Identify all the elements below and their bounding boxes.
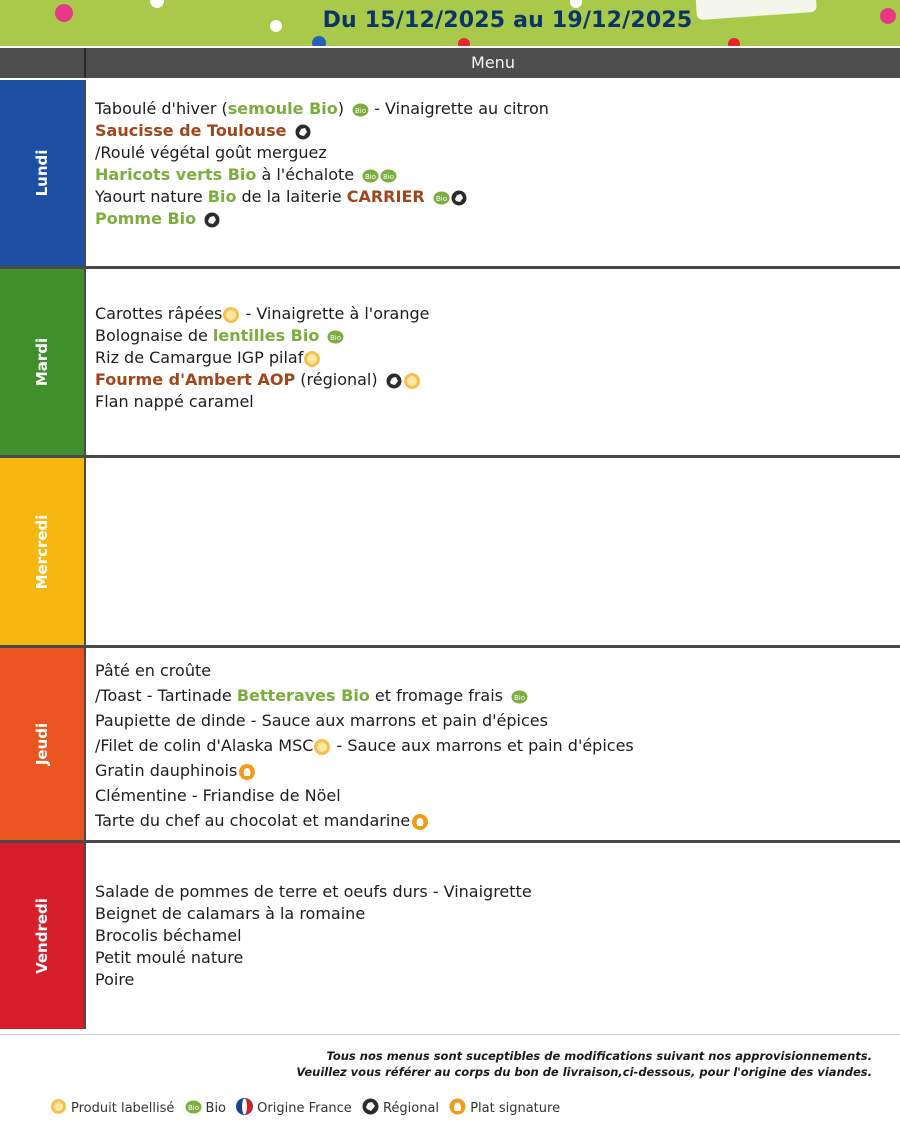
regional-icon — [362, 1098, 379, 1119]
day-name: Mercredi — [33, 514, 51, 589]
label-icon — [313, 738, 331, 756]
bio-icon — [352, 103, 369, 117]
bio-icon — [511, 690, 528, 704]
dish-text-bio: Betteraves Bio — [236, 686, 370, 705]
dish-text: Beignet de calamars à la romaine — [95, 904, 366, 923]
dish-line — [95, 683, 890, 708]
signature-icon — [411, 813, 429, 831]
decor-dot — [570, 0, 582, 8]
dish-text: Pâté en croûte — [95, 661, 212, 680]
dish-line — [95, 783, 890, 808]
dish-line — [95, 758, 890, 783]
dish-text: /Roulé végétal goût merguez — [95, 143, 327, 162]
dish-text: Flan nappé caramel — [95, 392, 254, 411]
dish-line — [95, 303, 890, 325]
france-icon — [236, 1098, 253, 1119]
legend-regional: Régional — [382, 1101, 440, 1116]
day-name: Mardi — [33, 337, 51, 387]
dish-text: - Sauce aux marrons et pain d'épices — [331, 736, 634, 755]
dish-text-bio: semoule Bio — [227, 99, 338, 118]
legend — [50, 1098, 560, 1119]
dish-text: de la laiterie — [236, 187, 347, 206]
dish-line — [95, 208, 890, 230]
dish-line — [95, 969, 890, 991]
regional-icon — [295, 124, 311, 140]
dish-line — [95, 881, 890, 903]
day-name: Jeudi — [33, 722, 51, 766]
decor-dot — [312, 36, 326, 46]
day-row-jeudi — [0, 648, 900, 843]
dish-text: /Toast - Tartinade — [95, 686, 237, 705]
label-icon — [303, 350, 321, 368]
day-name: Lundi — [33, 149, 51, 197]
dish-text-regional: Saucisse de Toulouse — [95, 121, 287, 140]
dish-text: - Vinaigrette à l'orange — [240, 304, 430, 323]
decor-dot — [150, 0, 164, 8]
dish-text: Salade de pommes de terre et oeufs durs - Vinaigrette — [95, 882, 532, 901]
dish-line — [95, 708, 890, 733]
decor-dot — [458, 38, 470, 46]
day-label-vendredi — [0, 843, 86, 1029]
dish-line — [95, 369, 890, 391]
signature-icon — [449, 1098, 466, 1119]
day-label-mardi — [0, 269, 86, 455]
dish-text: Tarte du chef au chocolat et mandarine — [95, 811, 411, 830]
dish-text: ) — [337, 99, 345, 118]
day-label-lundi — [0, 80, 86, 266]
dish-text: Petit moulé nature — [95, 948, 244, 967]
dish-text-bio: Bio — [207, 187, 237, 206]
day-row-lundi — [0, 80, 900, 269]
dish-line — [95, 325, 890, 347]
dish-text: à l'échalote — [256, 165, 355, 184]
dish-text: et fromage frais — [369, 686, 504, 705]
dish-line — [95, 186, 890, 208]
legend-signature: Plat signature — [470, 1101, 561, 1116]
regional-icon — [204, 212, 220, 228]
dish-line — [95, 808, 890, 833]
dish-text: Yaourt nature — [95, 187, 208, 206]
svg-text:Bio: Bio — [330, 333, 342, 342]
dish-text: Riz de Camargue IGP pilaf — [95, 348, 304, 367]
signature-icon — [238, 763, 256, 781]
dish-text-bio: Haricots verts Bio — [95, 165, 257, 184]
day-row-mercredi — [0, 458, 900, 648]
dish-line — [95, 733, 890, 758]
divider — [0, 1034, 900, 1035]
table-header — [0, 48, 900, 78]
bio-icon — [185, 1100, 202, 1118]
dish-text: Taboulé d'hiver ( — [95, 99, 228, 118]
dish-line — [95, 347, 890, 369]
svg-text:Bio: Bio — [514, 693, 526, 702]
svg-text:Bio: Bio — [355, 106, 367, 115]
svg-text:Bio: Bio — [365, 172, 377, 181]
label-icon — [50, 1098, 67, 1119]
dish-line — [95, 142, 890, 164]
dish-text: Brocolis béchamel — [95, 926, 242, 945]
dish-text-bio: Pomme Bio — [95, 209, 197, 228]
dish-text: Carottes râpées — [95, 304, 223, 323]
dish-line — [95, 98, 890, 120]
dish-text: (régional) — [295, 370, 378, 389]
dish-line — [95, 391, 890, 413]
menu-header: Menu — [471, 53, 515, 72]
footer-note-line: Veuillez vous référer au corps du bon de livraison,ci-dessous, pour l'origine des viandes. — [296, 1065, 872, 1079]
regional-icon — [451, 190, 467, 206]
regional-icon — [386, 373, 402, 389]
bio-icon — [380, 169, 397, 183]
day-content-jeudi — [95, 658, 890, 833]
dish-text: /Filet de colin d'Alaska MSC — [95, 736, 314, 755]
day-label-mercredi — [0, 458, 86, 645]
label-icon — [222, 306, 240, 324]
svg-text:Bio: Bio — [383, 172, 395, 181]
dish-line — [95, 925, 890, 947]
dish-text-regional: Fourme d'Ambert AOP — [95, 370, 296, 389]
bio-icon — [362, 169, 379, 183]
svg-text:Bio: Bio — [187, 1103, 199, 1112]
legend-france: Origine France — [257, 1101, 352, 1116]
day-row-vendredi — [0, 843, 900, 1029]
dish-text: Poire — [95, 970, 135, 989]
day-content-lundi — [95, 98, 890, 230]
day-label-jeudi — [0, 648, 86, 840]
bio-icon — [433, 191, 450, 205]
dish-line — [95, 658, 890, 683]
dish-line — [95, 164, 890, 186]
dish-line — [95, 120, 890, 142]
dish-text: - Vinaigrette au citron — [369, 99, 549, 118]
legend-labellise: Produit labellisé — [71, 1101, 175, 1116]
svg-text:Bio: Bio — [435, 194, 447, 203]
label-icon — [403, 372, 421, 390]
dish-text: Gratin dauphinois — [95, 761, 238, 780]
decor-dot — [728, 38, 740, 46]
bio-icon — [327, 330, 344, 344]
dish-line — [95, 903, 890, 925]
dish-text: Paupiette de dinde - Sauce aux marrons et pain d'épices — [95, 711, 548, 730]
date-range: Du 15/12/2025 au 19/12/2025 — [322, 8, 693, 33]
dish-line — [95, 947, 890, 969]
day-content-mardi — [95, 303, 890, 413]
day-content-vendredi — [95, 881, 890, 991]
dish-text: Bolognaise de — [95, 326, 213, 345]
dish-text-bio: lentilles Bio — [212, 326, 320, 345]
footer-note-line: Tous nos menus sont suceptibles de modifications suivant nos approvisionnements. — [326, 1049, 872, 1063]
footer-note — [296, 1048, 872, 1080]
legend-bio: Bio — [205, 1101, 227, 1116]
header-banner — [0, 0, 900, 46]
day-row-mardi — [0, 269, 900, 458]
header-corner — [0, 48, 86, 78]
day-name: Vendredi — [33, 898, 51, 974]
dish-text-regional: CARRIER — [346, 187, 425, 206]
dish-text: Clémentine - Friandise de Nöel — [95, 786, 341, 805]
